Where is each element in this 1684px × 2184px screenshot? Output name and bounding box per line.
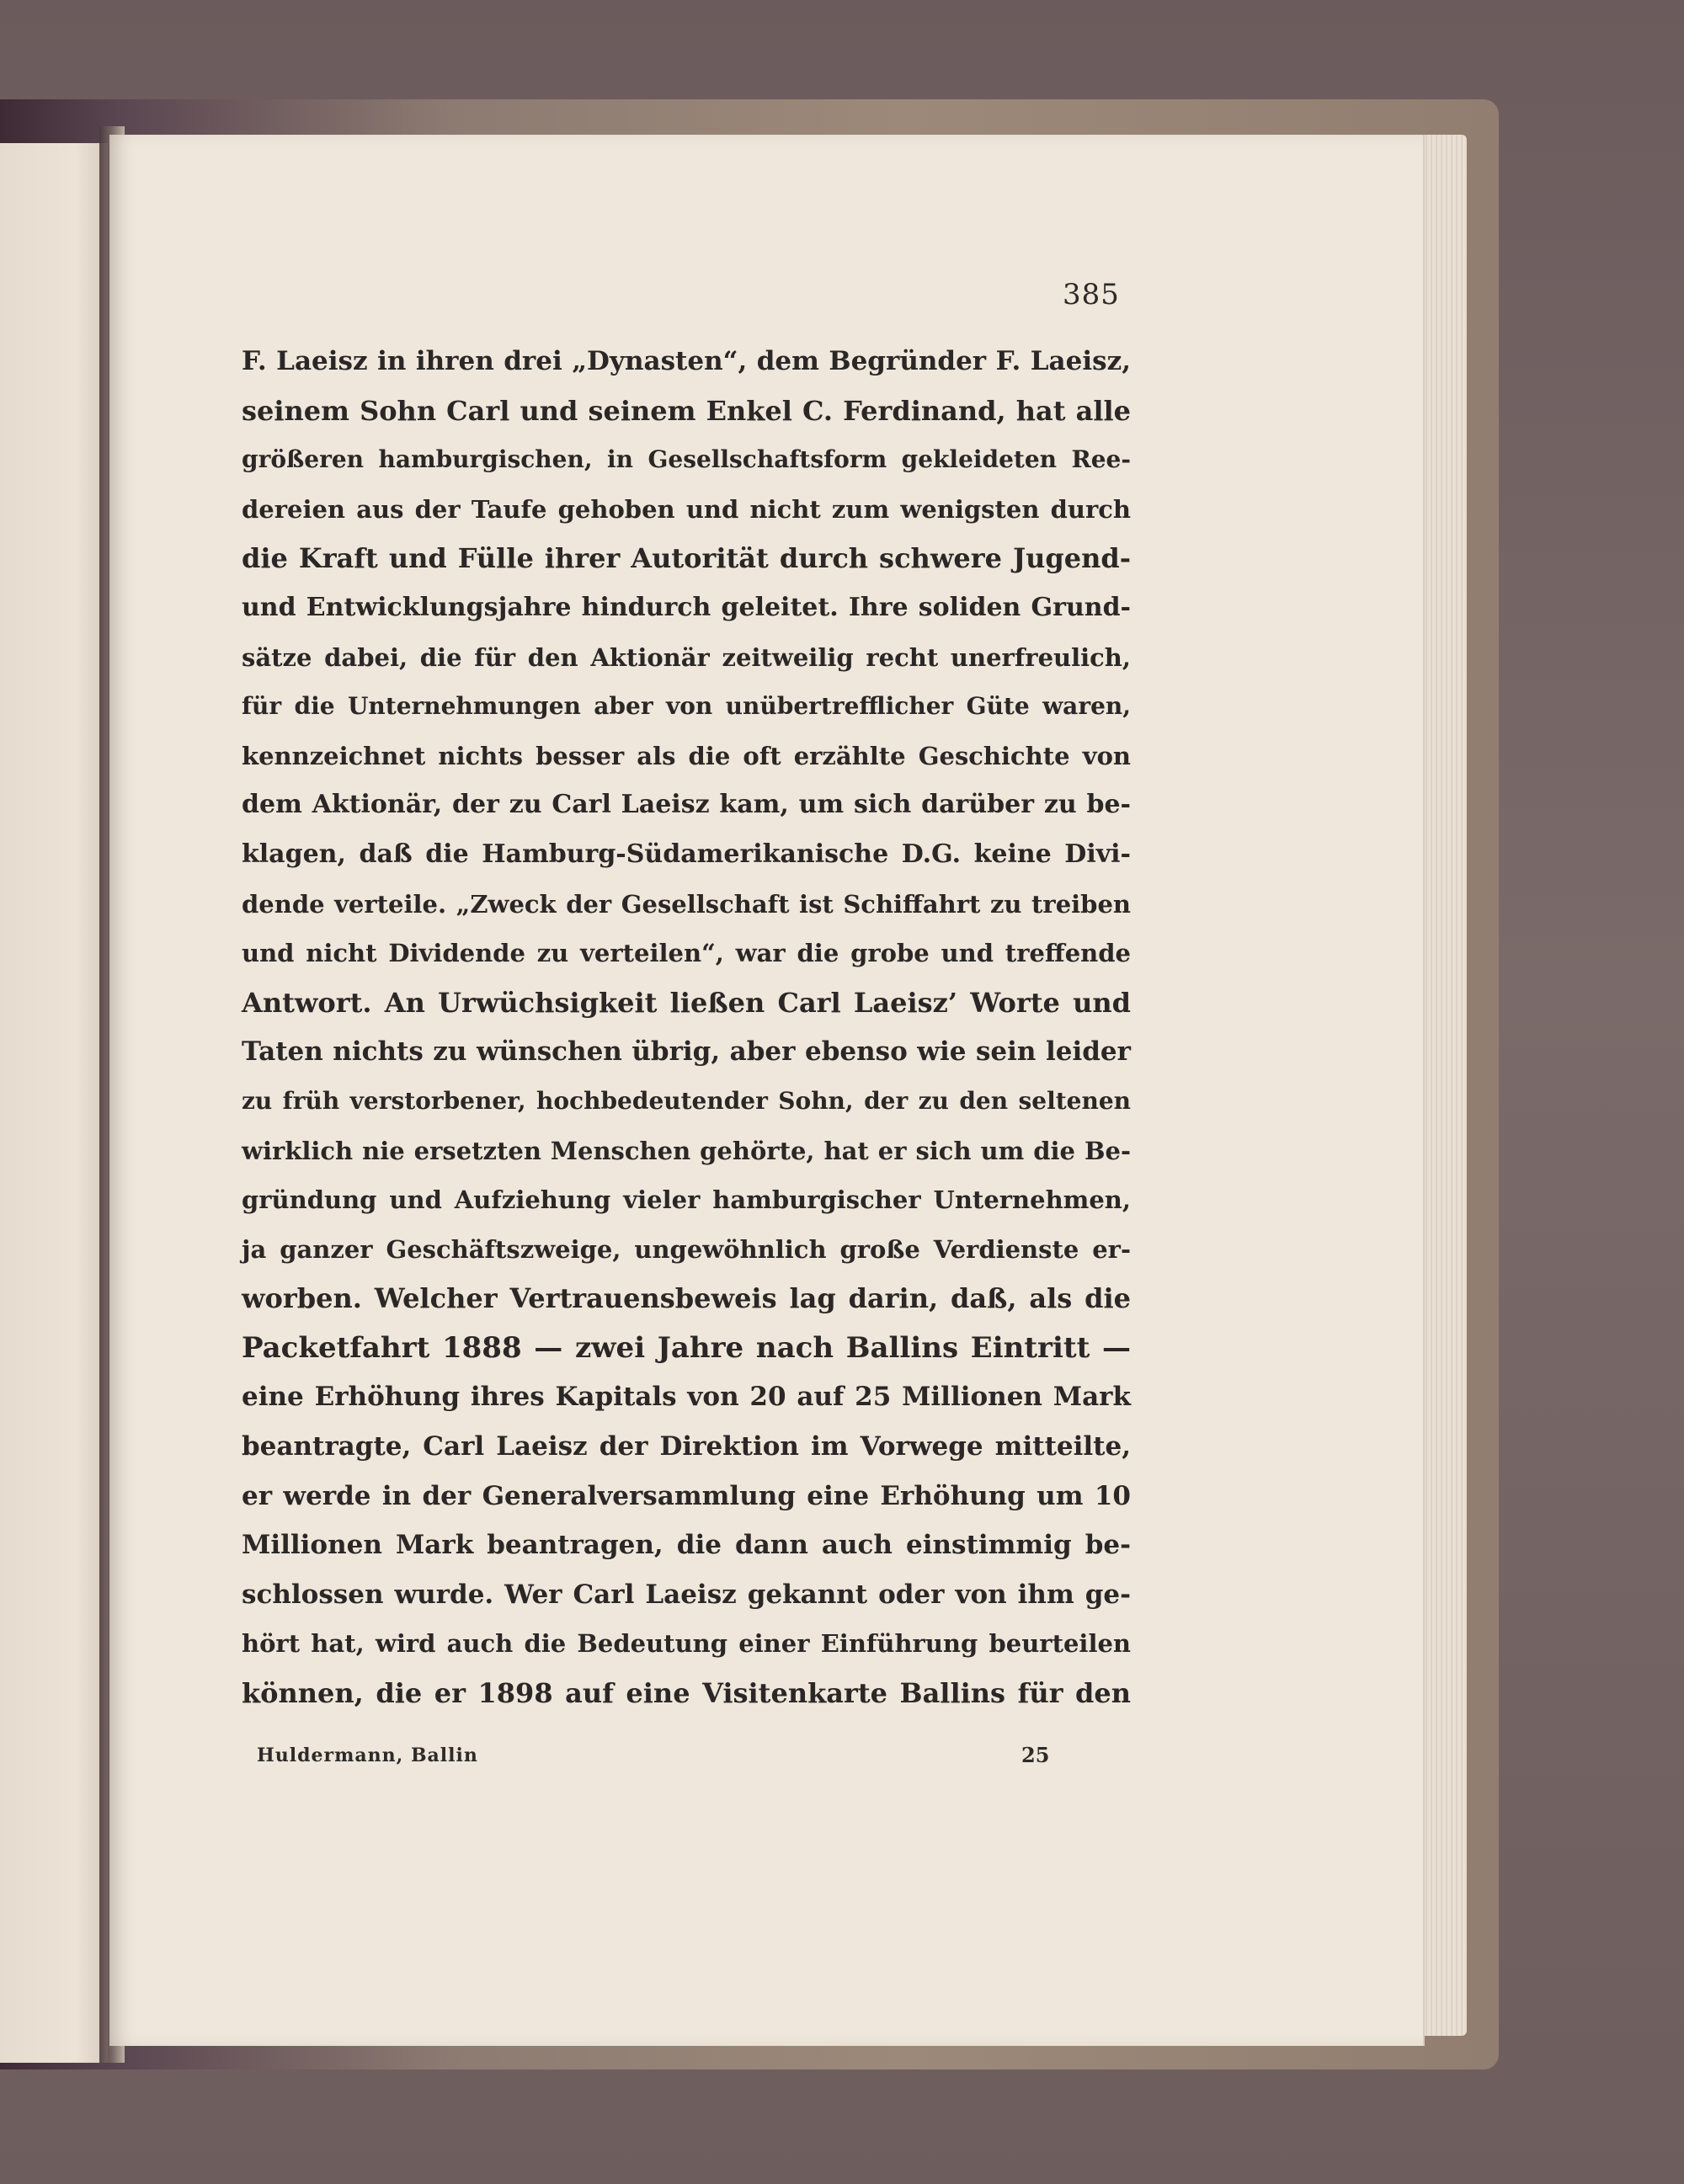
text-line: ja ganzer Geschäftszweige, ungewöhnlich große Verdienste er- — [242, 1234, 1131, 1264]
text-line: F. Laeisz in ihren drei „Dynasten“, dem Begründer F. Laeisz, — [242, 346, 1131, 376]
text-line: und Entwicklungsjahre hindurch geleitet. Ihre soliden Grund- — [242, 592, 1131, 622]
text-line: sätze dabei, die für den Aktionär zeitweilig recht unerfreulich, — [242, 642, 1131, 672]
text-line: seinem Sohn Carl und seinem Enkel C. Ferdinand, hat alle — [242, 394, 1131, 427]
text-line: für die Unternehmungen aber von unübertrefflicher Güte waren, — [242, 692, 1131, 721]
text-line: beantragte, Carl Laeisz der Direktion im Vorwege mitteilte, — [242, 1431, 1131, 1462]
text-line: die Kraft und Fülle ihrer Autorität durch schwere Jugend- — [242, 542, 1131, 575]
sheet-number: 25 — [1021, 1743, 1050, 1767]
page-number: 385 — [1063, 278, 1120, 312]
text-line: eine Erhöhung ihres Kapitals von 20 auf 25 Millionen Mark — [242, 1382, 1131, 1413]
text-line: zu früh verstorbener, hochbedeutender Sohn, der zu den seltenen — [242, 1086, 1131, 1115]
text-line: schlossen wurde. Wer Carl Laeisz gekannt oder von ihm ge- — [242, 1579, 1131, 1610]
text-line: Antwort. An Urwüchsigkeit ließen Carl Laeisz’ Worte und — [242, 986, 1131, 1019]
text-line: kennzeichnet nichts besser als die oft erzählte Geschichte von — [242, 741, 1131, 770]
text-line: Taten nichts zu wünschen übrig, aber ebenso wie sein leider — [242, 1036, 1131, 1068]
text-line: worben. Welcher Vertrauensbeweis lag darin, daß, als die — [242, 1282, 1131, 1315]
text-line: größeren hamburgischen, in Gesellschaftsform gekleideten Ree- — [242, 445, 1131, 474]
left-page-edge — [0, 143, 108, 2063]
text-line: Packetfahrt 1888 — zwei Jahre nach Ballins Eintritt — — [242, 1330, 1131, 1365]
text-line: er werde in der Generalversammlung eine Erhöhung um 10 — [242, 1480, 1131, 1511]
body-text — [242, 337, 1131, 1718]
printer-signature: Huldermann, Ballin — [257, 1745, 478, 1766]
text-line: gründung und Aufziehung vieler hamburgischer Unternehmen, — [242, 1185, 1131, 1215]
text-line: Millionen Mark beantragen, die dann auch einstimmig be- — [242, 1530, 1131, 1561]
text-line: hört hat, wird auch die Bedeutung einer Einführung beurteilen — [242, 1629, 1131, 1659]
text-line: dende verteile. „Zweck der Gesellschaft ist Schiffahrt zu treiben — [242, 889, 1131, 919]
text-line: dereien aus der Taufe gehoben und nicht zum wenigsten durch — [242, 494, 1131, 524]
text-line: klagen, daß die Hamburg-Südamerikanische D.G. keine Divi- — [242, 839, 1131, 869]
text-line: können, die er 1898 auf eine Visitenkarte Ballins für den — [242, 1677, 1131, 1710]
text-line: wirklich nie ersetzten Menschen gehörte, hat er sich um die Be- — [242, 1136, 1131, 1165]
text-line: dem Aktionär, der zu Carl Laeisz kam, um sich darüber zu be- — [242, 790, 1131, 820]
text-line: und nicht Dividende zu verteilen“, war die grobe und treffende — [242, 939, 1131, 968]
